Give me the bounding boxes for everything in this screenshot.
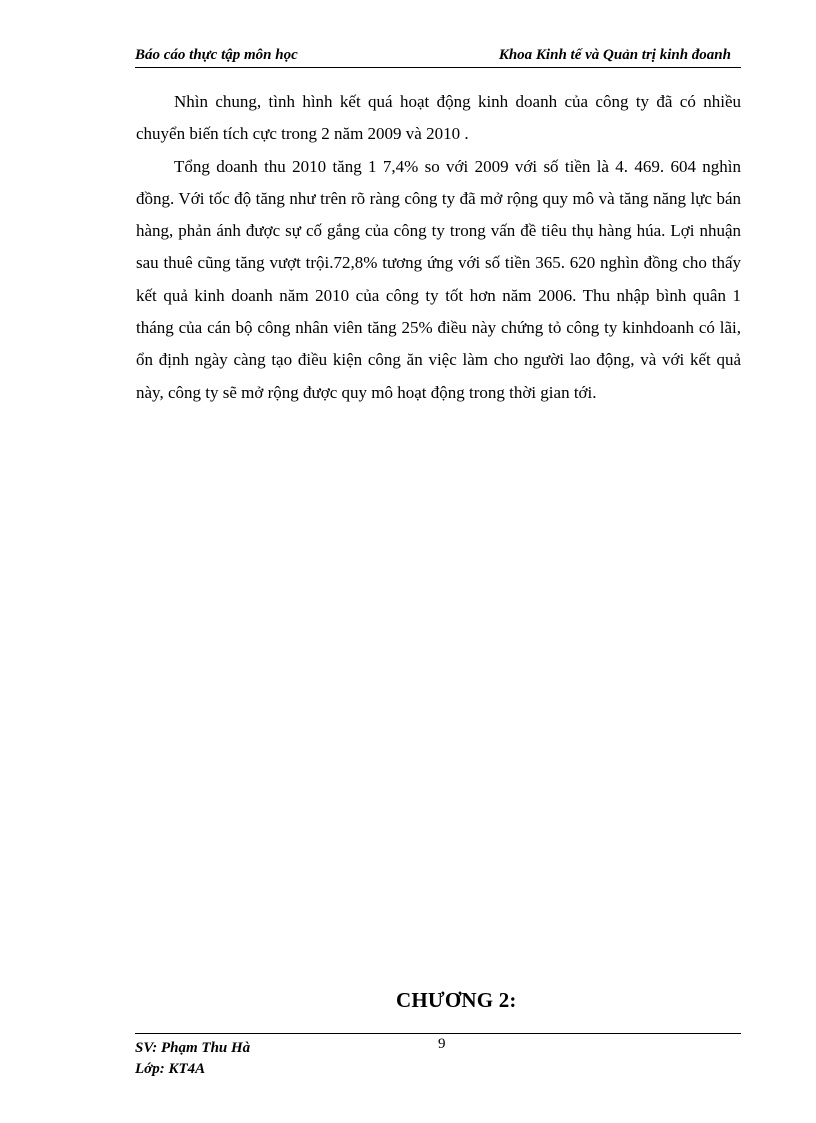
footer-divider: [135, 1033, 741, 1034]
paragraph-summary: Nhìn chung, tình hình kết quá hoạt động kinh doanh của công ty đã có nhiều chuyển biến tích cực trong 2 năm 2009 và 2010 .: [136, 92, 741, 144]
paragraph-revenue: Tổng doanh thu 2010 tăng 1 7,4% so với 2009 với số tiền là 4. 469. 604 nghìn đồng. Với tốc độ tăng như trên rõ ràng công ty đã mở rộng quy mô và tăng năng lực bán hàng, phản ánh được sự cố gắng của công ty trong vấn đề tiêu thụ hàng húa. Lợi nhuận sau thuê cũng tăng vượt trội.72,8% tương ứng với số tiền 365. 620 nghìn đồng cho thấy kết quả kinh doanh năm 2010 của công ty tốt hơn năm 2006. Thu nhập bình quân 1 tháng của cán bộ công nhân viên tăng 25% điều này chứng tỏ công ty kinhdoanh có lãi, ổn định ngày càng tạo điều kiện công ăn việc làm cho người lao động, và với kết quả này, công ty sẽ mở rộng được quy mô hoạt động trong thời gian tới.: [136, 156, 741, 402]
page-number: 9: [438, 1036, 446, 1052]
body-text: [136, 86, 741, 409]
header-faculty: Khoa Kinh tế và Quản trị kinh đoanh: [498, 47, 731, 63]
footer-class: Lớp: KT4A: [135, 1061, 206, 1077]
footer-info: [135, 1038, 250, 1080]
header-report-title: Báo cáo thực tập môn học: [135, 47, 298, 63]
chapter-heading: CHƯƠNG 2:: [396, 988, 517, 1012]
footer-student: SV: Phạm Thu Hà: [135, 1040, 251, 1056]
page-header: [135, 45, 741, 68]
